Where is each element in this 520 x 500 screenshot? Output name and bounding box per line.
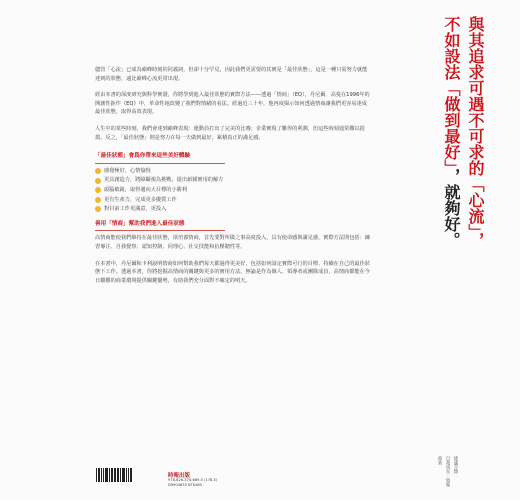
quote-line-1: 與其追求可遇不可求的「心流」，: [466, 16, 485, 248]
category-main: 商業: [437, 456, 442, 465]
benefits-title: 「最佳狀態」會爲你帶來這些美好體驗: [95, 153, 191, 160]
benefit-item: 感覺極好，心情愉悅: [95, 167, 370, 176]
description: [95, 66, 370, 293]
bullet-icon: [95, 168, 101, 174]
publisher-info: [168, 478, 217, 487]
barcode: [96, 468, 132, 482]
quote-line-2-black: ，就夠好。: [442, 168, 461, 248]
benefits-list: [95, 167, 370, 214]
paragraph-2: 經由本書的深度研究與科學實證，你將學到進入最佳狀態的實際方法——透過「情商」（EQ），丹尼爾．高曼在1996年的開創性鉅作《EQ》中，革命性地改變了我們對情緒的看法。經過近三十年，他再度揭示如何透過情商讓我們更容易達成最佳狀態，取得高效表現。: [95, 92, 370, 116]
price-code: D9904633 NT$480: [168, 482, 202, 487]
benefit-item: 更具創造力，將障礙視為挑戰，提出新穎實用的解方: [95, 176, 370, 185]
eq-paragraph-2: 在本書中，丹尼爾和卡利說明情商如何幫助我們每天都過得更美好，包括如何設定實際可行的目標、持續在自己的最佳狀態下工作。透過本書，你將挖掘高情商的關鍵與更多的實用方法。無論是作為個人、領導者或團隊成員，高情商都能在今日艱難的商業環境提供關鍵優勢，有助我們充分面對不確定的明天。: [95, 260, 370, 284]
paragraph-3: 人生中的某些時刻，我們會達到巔峰表現：運動員打出了完美的比賽；企業實現了難得的利潤，但這些時刻通常難以捉摸。反之，「最佳狀態」則是努力在每一天做到最好，累積真正的滿足感。: [95, 125, 365, 141]
bullet-icon: [95, 197, 101, 203]
benefit-item: 頭腦敏銳，取得邁向大目標的小勝利: [95, 186, 370, 195]
paragraph-1: 儘管「心流」已成為巔峰時刻的同義詞，但卻十分罕見，因此我們更需要的其實是「最佳狀態」，這是一種只需努力就能達到的狀態，遠比巔峰心流更常出現。: [95, 67, 368, 82]
isbn: 978-626-374-669-5 (178.5): [168, 478, 218, 482]
quote-line-2-red: 不如設法「做到最好」: [442, 16, 461, 168]
eq-section-divider: [95, 230, 225, 231]
publisher-logo: 時報出版: [168, 473, 191, 479]
bullet-icon: [95, 178, 101, 184]
bullet-icon: [95, 187, 101, 193]
benefits-divider: [95, 163, 225, 164]
benefit-item: 對目前工作更滿意，更投入: [95, 205, 370, 214]
quote-line-2: [442, 16, 460, 248]
bullet-icon: [95, 206, 101, 212]
benefit-item: 更有生產力，完成更多優質工作: [95, 196, 370, 205]
category-label: 建議分類：: [453, 456, 458, 478]
eq-section-title: 善用「情商」幫助我們進入最佳狀態: [95, 220, 185, 227]
eq-paragraph-1: 高情商能使我們維持在最佳狀態，欲培養情商，首先要對所做之事高度投入，具有使命感與滿足感，實際方法則包括：練習專注、自我覺察、認知控制、同理心、社交技能和抗壓韌性等。: [95, 235, 370, 250]
category-value: 自我成長・領導: [445, 456, 450, 487]
